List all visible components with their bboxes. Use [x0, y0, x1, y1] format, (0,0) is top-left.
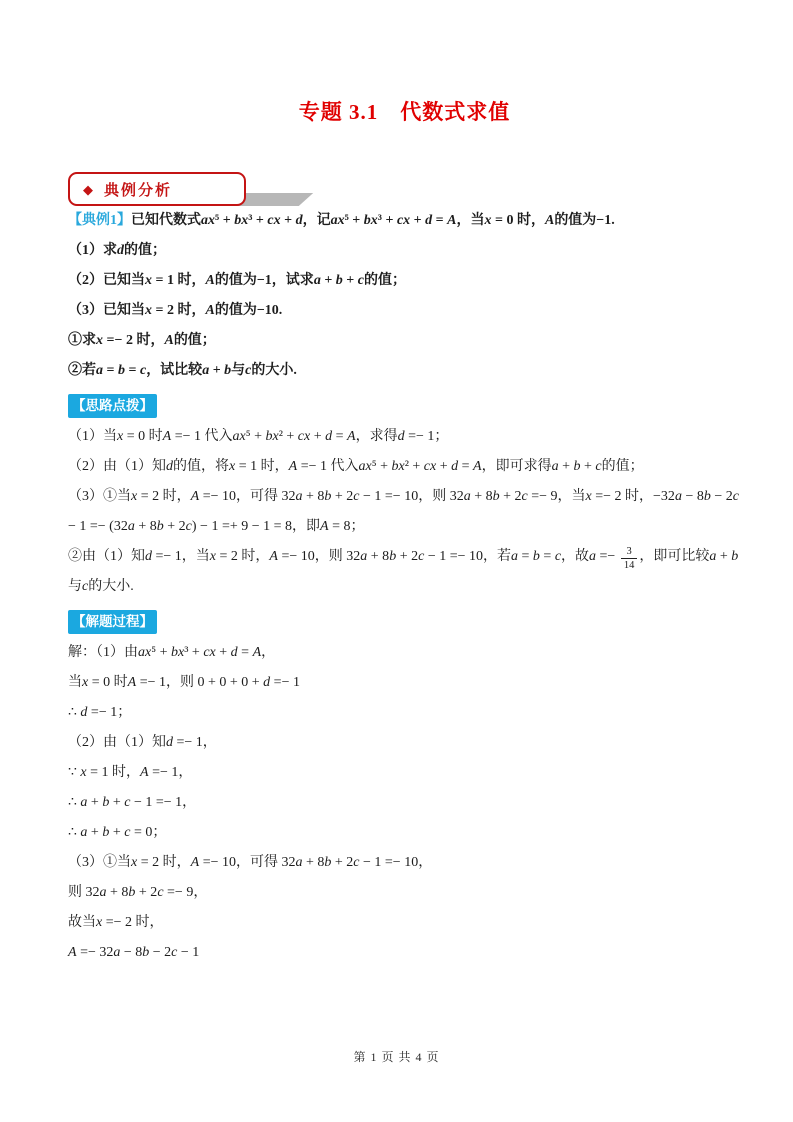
page-title: 专题 3.1 代数式求值: [298, 100, 511, 124]
fraction-numerator: 3: [621, 545, 638, 559]
example-question-3-sub-2: ②若a = b = c，试比较a + b与c的大小.: [68, 363, 297, 378]
example-intro: [68, 206, 741, 236]
solution-line-10: 故当x =− 2 时，: [68, 915, 164, 930]
hints-badge: 【思路点拨】: [68, 394, 157, 418]
hints-line-1: （1）当x = 0 时A =− 1 代入ax⁵ + bx² + cx + d = A，求得d =− 1；: [68, 429, 449, 444]
hints-fraction-pre: ②由（1）知d =− 1，当x = 2 时，A =− 10，则 32a + 8b + 2c − 1 =− 10，若a = b = c，故a =−: [68, 549, 619, 564]
example-label: 【典例1】: [68, 213, 131, 228]
example-question-2: （2）已知当x = 1 时，A的值为−1，试求a + b + c的值；: [68, 273, 406, 288]
diamond-icon: ◆: [83, 181, 93, 197]
hints-line-2: （2）由（1）知d的值，将x = 1 时，A =− 1 代入ax⁵ + bx² + cx + d = A，即可求得a + b + c的值；: [68, 459, 644, 474]
section-header-label: 典例分析: [104, 182, 173, 199]
fraction-denominator: 14: [623, 559, 635, 571]
solution-badge: 【解题过程】: [68, 610, 157, 634]
example-question-3-sub-1: ①求x =− 2 时，A的值；: [68, 333, 216, 348]
solution-line-7: ∴ a + b + c = 0；: [68, 825, 167, 840]
hints-fraction-post: ，即可比较a + b与c的大小.: [68, 549, 739, 594]
hints-line-3: （3）①当x = 2 时，A =− 10，可得 32a + 8b + 2c − 1 =− 10，则 32a + 8b + 2c =− 9，当x =− 2 时，−32a − 8b − 2c − 1 =− (32a + 8b + 2c) − 1 =+ 9 − 1 = 8，即A = 8；: [68, 489, 739, 534]
solution-line-1: 解：（1）由ax⁵ + bx³ + cx + d = A，: [68, 645, 276, 660]
solution-line-11: A =− 32a − 8b − 2c − 1: [68, 945, 200, 960]
solution-line-6: ∴ a + b + c − 1 =− 1，: [68, 795, 197, 810]
solution-line-9: 则 32a + 8b + 2c =− 9，: [68, 885, 208, 900]
fraction: [621, 545, 638, 572]
hints-fraction-line: [68, 542, 741, 602]
example-question-1: （1）求d的值；: [68, 243, 166, 258]
section-header: [68, 172, 250, 206]
solution-line-8: （3）①当x = 2 时，A =− 10，可得 32a + 8b + 2c − 1 =− 10，: [68, 855, 433, 870]
solution-line-3: ∴ d =− 1；: [68, 705, 132, 720]
section-header-box: [68, 172, 246, 206]
example-question-3: （3）已知当x = 2 时，A的值为−10.: [68, 303, 283, 318]
solution-line-4: （2）由（1）知d =− 1，: [68, 735, 217, 750]
solution-line-5: ∵ x = 1 时，A =− 1，: [68, 765, 193, 780]
solution-line-2: 当x = 0 时A =− 1，则 0 + 0 + 0 + d =− 1: [68, 675, 300, 690]
page-footer: 第 1 页 共 4 页: [353, 1050, 440, 1064]
example-intro-text: 已知代数式ax⁵ + bx³ + cx + d，记ax⁵ + bx³ + cx + d = A，当x = 0 时，A的值为−1.: [131, 213, 615, 228]
